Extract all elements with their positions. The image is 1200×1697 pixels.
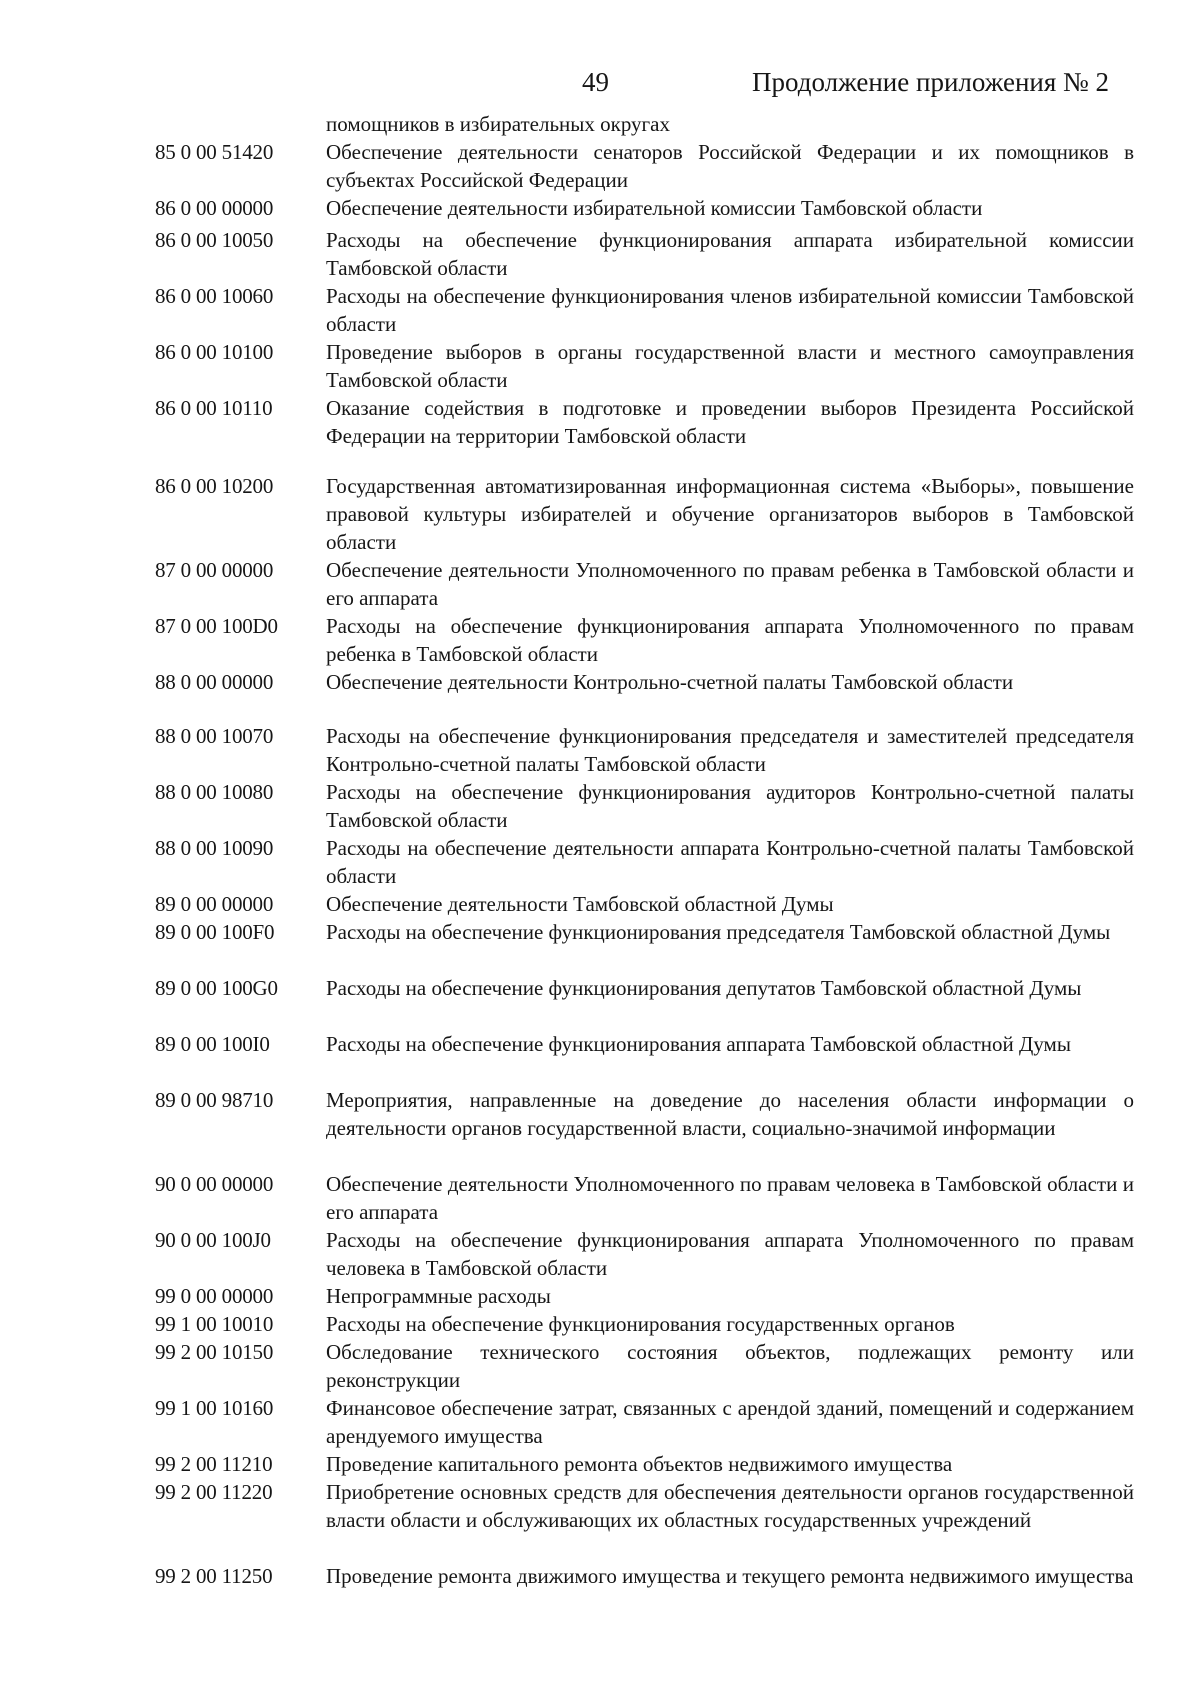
appendix-header: Продолжение приложения № 2 xyxy=(752,67,1110,97)
budget-code: 86 0 00 10050 xyxy=(155,228,274,252)
budget-item-description: Расходы на обеспечение функционирования членов избирательной комиссии Тамбовской области xyxy=(326,284,1134,336)
budget-item-description: помощников в избирательных округах xyxy=(326,112,670,136)
budget-code: 87 0 00 100D0 xyxy=(155,614,278,638)
budget-code: 89 0 00 98710 xyxy=(155,1088,274,1112)
budget-code: 99 2 00 11220 xyxy=(155,1480,273,1504)
budget-code: 88 0 00 10080 xyxy=(155,780,274,804)
budget-item-description: Расходы на обеспечение функционирования аппарата Уполномоченного по правам ребенка в Тамбовской области xyxy=(326,614,1134,666)
budget-item-description: Мероприятия, направленные на доведение до населения области информации о деятельности органов государственной власти, социально-значимой информации xyxy=(326,1088,1134,1140)
budget-item-description: Обеспечение деятельности избирательной комиссии Тамбовской области xyxy=(326,196,983,220)
budget-code: 99 1 00 10160 xyxy=(155,1396,274,1420)
budget-item-description: Непрограммные расходы xyxy=(326,1284,551,1308)
budget-item-description: Расходы на обеспечение функционирования депутатов Тамбовской областной Думы xyxy=(326,976,1082,1000)
budget-item-description: Приобретение основных средств для обеспечения деятельности органов государственной власти области и обслуживающих их областных государственных учреждений xyxy=(326,1480,1134,1532)
budget-item-description: Оказание содействия в подготовке и проведении выборов Президента Российской Федерации на территории Тамбовской области xyxy=(326,396,1134,448)
budget-code: 90 0 00 00000 xyxy=(155,1172,274,1196)
budget-item-description: Расходы на обеспечение функционирования аппарата Тамбовской областной Думы xyxy=(326,1032,1071,1056)
budget-code: 87 0 00 00000 xyxy=(155,558,274,582)
budget-item-description: Финансовое обеспечение затрат, связанных с арендой зданий, помещений и содержанием арендуемого имущества xyxy=(326,1396,1134,1448)
budget-code: 99 0 00 00000 xyxy=(155,1284,274,1308)
budget-item-description: Обеспечение деятельности Уполномоченного по правам человека в Тамбовской области и его аппарата xyxy=(326,1172,1134,1224)
budget-item-description: Расходы на обеспечение функционирования председателя и заместителей председателя Контрольно-счетной палаты Тамбовской области xyxy=(326,724,1134,776)
budget-item-description: Расходы на обеспечение функционирования аппарата избирательной комиссии Тамбовской области xyxy=(326,228,1134,280)
budget-code: 86 0 00 00000 xyxy=(155,196,274,220)
budget-item-description: Расходы на обеспечение функционирования аппарата Уполномоченного по правам человека в Тамбовской области xyxy=(326,1228,1134,1280)
budget-item-description: Обеспечение деятельности Тамбовской областной Думы xyxy=(326,892,834,916)
budget-item-description: Проведение ремонта движимого имущества и текущего ремонта недвижимого имущества xyxy=(326,1564,1134,1588)
budget-item-description: Расходы на обеспечение деятельности аппарата Контрольно-счетной палаты Тамбовской области xyxy=(326,836,1134,888)
budget-item-description: Обеспечение деятельности Уполномоченного по правам ребенка в Тамбовской области и его аппарата xyxy=(326,558,1134,610)
budget-code: 88 0 00 00000 xyxy=(155,670,274,694)
budget-code: 88 0 00 10090 xyxy=(155,836,274,860)
budget-code: 89 0 00 00000 xyxy=(155,892,274,916)
budget-code: 99 2 00 10150 xyxy=(155,1340,274,1364)
budget-item-description: Обеспечение деятельности сенаторов Российской Федерации и их помощников в субъектах Российской Федерации xyxy=(326,140,1134,192)
budget-item-description: Проведение капитального ремонта объектов недвижимого имущества xyxy=(326,1452,953,1476)
budget-code: 90 0 00 100J0 xyxy=(155,1228,271,1252)
budget-code: 86 0 00 10100 xyxy=(155,340,274,364)
budget-code: 89 0 00 100G0 xyxy=(155,976,278,1000)
budget-item-description: Расходы на обеспечение функционирования аудиторов Контрольно-счетной палаты Тамбовской области xyxy=(326,780,1134,832)
budget-code: 99 2 00 11210 xyxy=(155,1452,273,1476)
budget-item-description: Расходы на обеспечение функционирования государственных органов xyxy=(326,1312,955,1336)
budget-code: 86 0 00 10110 xyxy=(155,396,273,420)
budget-item-description: Расходы на обеспечение функционирования председателя Тамбовской областной Думы xyxy=(326,920,1111,944)
budget-item-description: Обследование технического состояния объектов, подлежащих ремонту или реконструкции xyxy=(326,1340,1134,1392)
budget-code: 86 0 00 10060 xyxy=(155,284,274,308)
budget-code: 99 2 00 11250 xyxy=(155,1564,273,1588)
budget-code: 89 0 00 100F0 xyxy=(155,920,275,944)
budget-code: 86 0 00 10200 xyxy=(155,474,274,498)
budget-item-description: Обеспечение деятельности Контрольно-счетной палаты Тамбовской области xyxy=(326,670,1014,694)
budget-code: 89 0 00 100I0 xyxy=(155,1032,270,1056)
budget-item-description: Государственная автоматизированная информационная система «Выборы», повышение правовой культуры избирателей и обучение организаторов выборов в Тамбовской области xyxy=(326,474,1134,554)
budget-item-description: Проведение выборов в органы государственной власти и местного самоуправления Тамбовской области xyxy=(326,340,1134,392)
budget-code: 99 1 00 10010 xyxy=(155,1312,274,1336)
page-number: 49 xyxy=(582,67,609,97)
budget-code: 85 0 00 51420 xyxy=(155,140,274,164)
budget-code: 88 0 00 10070 xyxy=(155,724,274,748)
